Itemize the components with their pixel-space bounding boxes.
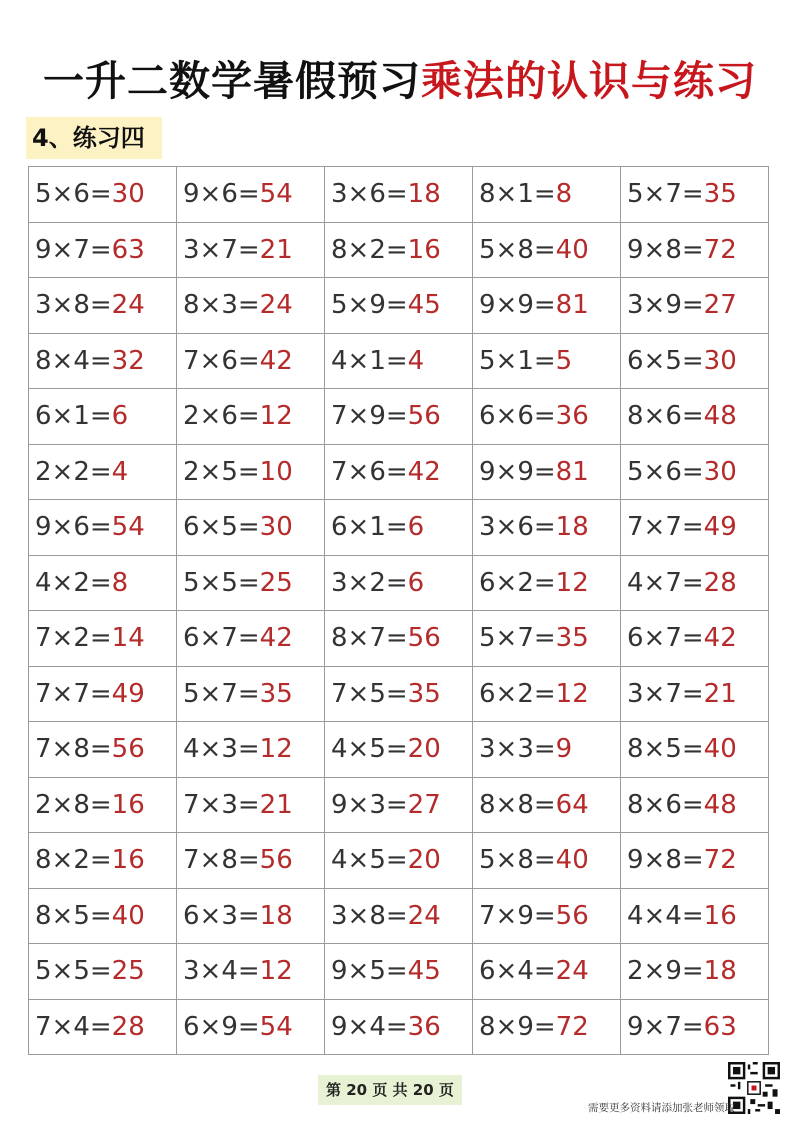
equation: 4×4= — [627, 900, 704, 931]
table-cell — [621, 278, 769, 334]
table-cell — [177, 555, 325, 611]
equation: 4×5= — [331, 734, 408, 765]
equation: 5×6= — [35, 179, 112, 210]
table-cell — [29, 167, 177, 223]
table-cell — [325, 833, 473, 889]
table-cell — [621, 222, 769, 278]
table-cell — [177, 833, 325, 889]
answer: 56 — [407, 623, 441, 654]
title-red-part: 乘法的认识与练习 — [421, 57, 757, 105]
answer: 45 — [407, 290, 441, 321]
answer: 28 — [111, 1011, 145, 1042]
answer: 12 — [555, 567, 589, 598]
qr-code-icon — [728, 1062, 780, 1114]
table-cell — [29, 777, 177, 833]
answer: 9 — [555, 734, 573, 765]
answer: 64 — [555, 789, 589, 820]
table-row — [29, 444, 769, 500]
table-cell — [29, 333, 177, 389]
equation: 5×1= — [479, 345, 556, 376]
answer: 81 — [555, 456, 589, 487]
table-cell — [473, 777, 621, 833]
page-number: 第 20 页 共 20 页 — [318, 1075, 462, 1105]
answer: 42 — [407, 456, 441, 487]
answer: 56 — [407, 401, 441, 432]
answer: 35 — [703, 179, 737, 210]
table-cell — [621, 333, 769, 389]
answer: 12 — [259, 734, 293, 765]
answer: 12 — [259, 401, 293, 432]
table-cell — [325, 944, 473, 1000]
table-cell — [325, 500, 473, 556]
answer: 18 — [703, 956, 737, 987]
table-cell — [29, 389, 177, 445]
equation: 7×8= — [35, 734, 112, 765]
answer: 35 — [555, 623, 589, 654]
table-cell — [621, 722, 769, 778]
equation: 9×4= — [331, 1011, 408, 1042]
table-cell — [177, 444, 325, 500]
table-cell — [621, 666, 769, 722]
table-cell — [177, 222, 325, 278]
equation: 5×7= — [183, 678, 260, 709]
equation: 8×9= — [479, 1011, 556, 1042]
equation: 5×7= — [479, 623, 556, 654]
table-cell — [29, 722, 177, 778]
answer: 56 — [259, 845, 293, 876]
answer: 6 — [407, 567, 425, 598]
equation: 6×2= — [479, 567, 556, 598]
equation: 5×5= — [183, 567, 260, 598]
answer: 16 — [703, 900, 737, 931]
equation: 4×1= — [331, 345, 408, 376]
equation: 7×3= — [183, 789, 260, 820]
equation: 3×7= — [183, 234, 260, 265]
equation: 5×7= — [627, 179, 704, 210]
table-cell — [177, 722, 325, 778]
equation: 4×3= — [183, 734, 260, 765]
answer: 20 — [407, 845, 441, 876]
table-cell — [325, 666, 473, 722]
answer: 18 — [407, 179, 441, 210]
equation: 9×7= — [627, 1011, 704, 1042]
equation: 4×5= — [331, 845, 408, 876]
table-cell — [177, 278, 325, 334]
answer: 42 — [259, 345, 293, 376]
answer: 40 — [555, 234, 589, 265]
table-cell — [473, 333, 621, 389]
answer: 4 — [407, 345, 425, 376]
equation: 9×8= — [627, 234, 704, 265]
table-cell — [29, 999, 177, 1055]
equation: 8×5= — [627, 734, 704, 765]
table-cell — [325, 333, 473, 389]
answer: 24 — [555, 956, 589, 987]
answer: 30 — [703, 456, 737, 487]
table-cell — [473, 666, 621, 722]
table-cell — [621, 888, 769, 944]
equation: 3×8= — [35, 290, 112, 321]
answer: 72 — [703, 234, 737, 265]
answer: 63 — [111, 234, 145, 265]
equation: 6×1= — [35, 401, 112, 432]
answer: 20 — [407, 734, 441, 765]
table-cell — [325, 999, 473, 1055]
equation: 5×8= — [479, 845, 556, 876]
equation: 6×7= — [183, 623, 260, 654]
table-cell — [621, 167, 769, 223]
answer: 30 — [703, 345, 737, 376]
table-cell — [325, 444, 473, 500]
answer: 16 — [111, 789, 145, 820]
table-cell — [29, 611, 177, 667]
equation: 6×5= — [183, 512, 260, 543]
answer: 27 — [407, 789, 441, 820]
table-cell — [621, 833, 769, 889]
equation: 8×2= — [331, 234, 408, 265]
table-cell — [177, 611, 325, 667]
answer: 25 — [111, 956, 145, 987]
answer: 25 — [259, 567, 293, 598]
answer: 5 — [555, 345, 573, 376]
answer: 40 — [555, 845, 589, 876]
table-row — [29, 555, 769, 611]
equation: 3×9= — [627, 290, 704, 321]
table-cell — [29, 888, 177, 944]
answer: 56 — [111, 734, 145, 765]
equation: 3×8= — [331, 900, 408, 931]
table-cell — [325, 777, 473, 833]
equation: 2×8= — [35, 789, 112, 820]
table-row — [29, 833, 769, 889]
answer: 48 — [703, 789, 737, 820]
table-cell — [29, 222, 177, 278]
answer: 30 — [259, 512, 293, 543]
equation: 9×9= — [479, 290, 556, 321]
answer: 35 — [259, 678, 293, 709]
equation: 2×5= — [183, 456, 260, 487]
answer: 72 — [703, 845, 737, 876]
equation: 6×6= — [479, 401, 556, 432]
answer: 54 — [259, 179, 293, 210]
answer: 24 — [259, 290, 293, 321]
answer: 6 — [407, 512, 425, 543]
answer: 49 — [111, 678, 145, 709]
answer: 18 — [259, 900, 293, 931]
table-row — [29, 222, 769, 278]
equation: 8×2= — [35, 845, 112, 876]
table-cell — [325, 278, 473, 334]
table-cell — [621, 389, 769, 445]
equation: 8×4= — [35, 345, 112, 376]
table-row — [29, 611, 769, 667]
table-row — [29, 389, 769, 445]
table-cell — [473, 722, 621, 778]
answer: 42 — [703, 623, 737, 654]
table-cell — [177, 500, 325, 556]
section-label: 4、练习四 — [26, 117, 162, 159]
equation: 4×2= — [35, 567, 112, 598]
equation: 2×9= — [627, 956, 704, 987]
answer: 12 — [259, 956, 293, 987]
table-cell — [621, 555, 769, 611]
table-cell — [473, 444, 621, 500]
answer: 28 — [703, 567, 737, 598]
table-cell — [473, 278, 621, 334]
equation: 5×8= — [479, 234, 556, 265]
answer: 27 — [703, 290, 737, 321]
answer: 72 — [555, 1011, 589, 1042]
table-row — [29, 666, 769, 722]
table-cell — [473, 555, 621, 611]
table-cell — [621, 500, 769, 556]
equation: 9×6= — [35, 512, 112, 543]
answer: 40 — [703, 734, 737, 765]
table-row — [29, 722, 769, 778]
table-cell — [325, 888, 473, 944]
equation: 5×9= — [331, 290, 408, 321]
table-cell — [473, 500, 621, 556]
answer: 40 — [111, 900, 145, 931]
page-title — [0, 48, 800, 107]
table-cell — [473, 944, 621, 1000]
table-cell — [177, 777, 325, 833]
answer: 35 — [407, 678, 441, 709]
answer: 18 — [555, 512, 589, 543]
equation: 6×2= — [479, 678, 556, 709]
table-cell — [29, 444, 177, 500]
equation: 7×6= — [331, 456, 408, 487]
table-cell — [177, 333, 325, 389]
table-row — [29, 278, 769, 334]
equation: 9×5= — [331, 956, 408, 987]
answer: 21 — [703, 678, 737, 709]
answer: 49 — [703, 512, 737, 543]
answer: 8 — [111, 567, 129, 598]
answer: 42 — [259, 623, 293, 654]
table-cell — [325, 611, 473, 667]
equation: 3×7= — [627, 678, 704, 709]
qr-note: 需要更多资料请添加张老师领取 — [588, 1102, 735, 1114]
table-cell — [325, 222, 473, 278]
equation: 2×6= — [183, 401, 260, 432]
answer: 6 — [111, 401, 129, 432]
equation: 6×9= — [183, 1011, 260, 1042]
answer: 48 — [703, 401, 737, 432]
equation: 8×3= — [183, 290, 260, 321]
table-cell — [29, 500, 177, 556]
table-cell — [473, 999, 621, 1055]
table-cell — [29, 944, 177, 1000]
answer: 56 — [555, 900, 589, 931]
answer: 14 — [111, 623, 145, 654]
answer: 4 — [111, 456, 129, 487]
table-cell — [473, 833, 621, 889]
equation: 5×5= — [35, 956, 112, 987]
equation: 7×2= — [35, 623, 112, 654]
answer: 10 — [259, 456, 293, 487]
equation: 3×4= — [183, 956, 260, 987]
answer: 21 — [259, 789, 293, 820]
answer: 21 — [259, 234, 293, 265]
table-cell — [325, 555, 473, 611]
table-cell — [473, 888, 621, 944]
equation: 6×3= — [183, 900, 260, 931]
title-black-part: 一升二数学暑假预习 — [43, 57, 421, 105]
equation: 6×7= — [627, 623, 704, 654]
equation: 9×7= — [35, 234, 112, 265]
table-row — [29, 777, 769, 833]
table-cell — [621, 944, 769, 1000]
equation: 9×9= — [479, 456, 556, 487]
answer: 81 — [555, 290, 589, 321]
table-row — [29, 500, 769, 556]
equation: 2×2= — [35, 456, 112, 487]
table-cell — [325, 389, 473, 445]
multiplication-table — [28, 166, 769, 1055]
table-row — [29, 167, 769, 223]
table-cell — [177, 389, 325, 445]
equation: 7×9= — [331, 401, 408, 432]
equation: 6×5= — [627, 345, 704, 376]
table-cell — [29, 278, 177, 334]
answer: 54 — [111, 512, 145, 543]
table-cell — [473, 222, 621, 278]
table-cell — [473, 167, 621, 223]
equation: 8×6= — [627, 789, 704, 820]
equation: 8×1= — [479, 179, 556, 210]
table-cell — [29, 833, 177, 889]
equation: 3×2= — [331, 567, 408, 598]
table-cell — [177, 944, 325, 1000]
equation: 7×5= — [331, 678, 408, 709]
table-cell — [473, 611, 621, 667]
equation: 9×8= — [627, 845, 704, 876]
equation: 3×6= — [479, 512, 556, 543]
equation: 7×7= — [627, 512, 704, 543]
answer: 8 — [555, 179, 573, 210]
equation: 7×4= — [35, 1011, 112, 1042]
equation: 3×6= — [331, 179, 408, 210]
equation: 7×7= — [35, 678, 112, 709]
table-cell — [325, 722, 473, 778]
table-cell — [177, 167, 325, 223]
equation: 5×6= — [627, 456, 704, 487]
table-cell — [29, 666, 177, 722]
answer: 16 — [111, 845, 145, 876]
table-row — [29, 944, 769, 1000]
table-cell — [621, 777, 769, 833]
table-cell — [621, 999, 769, 1055]
equation: 8×5= — [35, 900, 112, 931]
equation: 8×8= — [479, 789, 556, 820]
table-row — [29, 999, 769, 1055]
table-cell — [177, 888, 325, 944]
table-cell — [621, 444, 769, 500]
equation: 4×7= — [627, 567, 704, 598]
equation: 6×4= — [479, 956, 556, 987]
equation: 9×3= — [331, 789, 408, 820]
table-row — [29, 888, 769, 944]
answer: 24 — [407, 900, 441, 931]
equation: 6×1= — [331, 512, 408, 543]
table-cell — [473, 389, 621, 445]
table-row — [29, 333, 769, 389]
table-cell — [621, 611, 769, 667]
table-cell — [325, 167, 473, 223]
table-cell — [177, 999, 325, 1055]
answer: 32 — [111, 345, 145, 376]
answer: 30 — [111, 179, 145, 210]
answer: 63 — [703, 1011, 737, 1042]
answer: 45 — [407, 956, 441, 987]
answer: 16 — [407, 234, 441, 265]
answer: 54 — [259, 1011, 293, 1042]
equation: 8×6= — [627, 401, 704, 432]
answer: 36 — [555, 401, 589, 432]
equation: 7×9= — [479, 900, 556, 931]
answer: 36 — [407, 1011, 441, 1042]
answer: 12 — [555, 678, 589, 709]
equation: 7×8= — [183, 845, 260, 876]
equation: 3×3= — [479, 734, 556, 765]
answer: 24 — [111, 290, 145, 321]
equation: 8×7= — [331, 623, 408, 654]
equation: 7×6= — [183, 345, 260, 376]
table-cell — [177, 666, 325, 722]
table-cell — [29, 555, 177, 611]
equation: 9×6= — [183, 179, 260, 210]
